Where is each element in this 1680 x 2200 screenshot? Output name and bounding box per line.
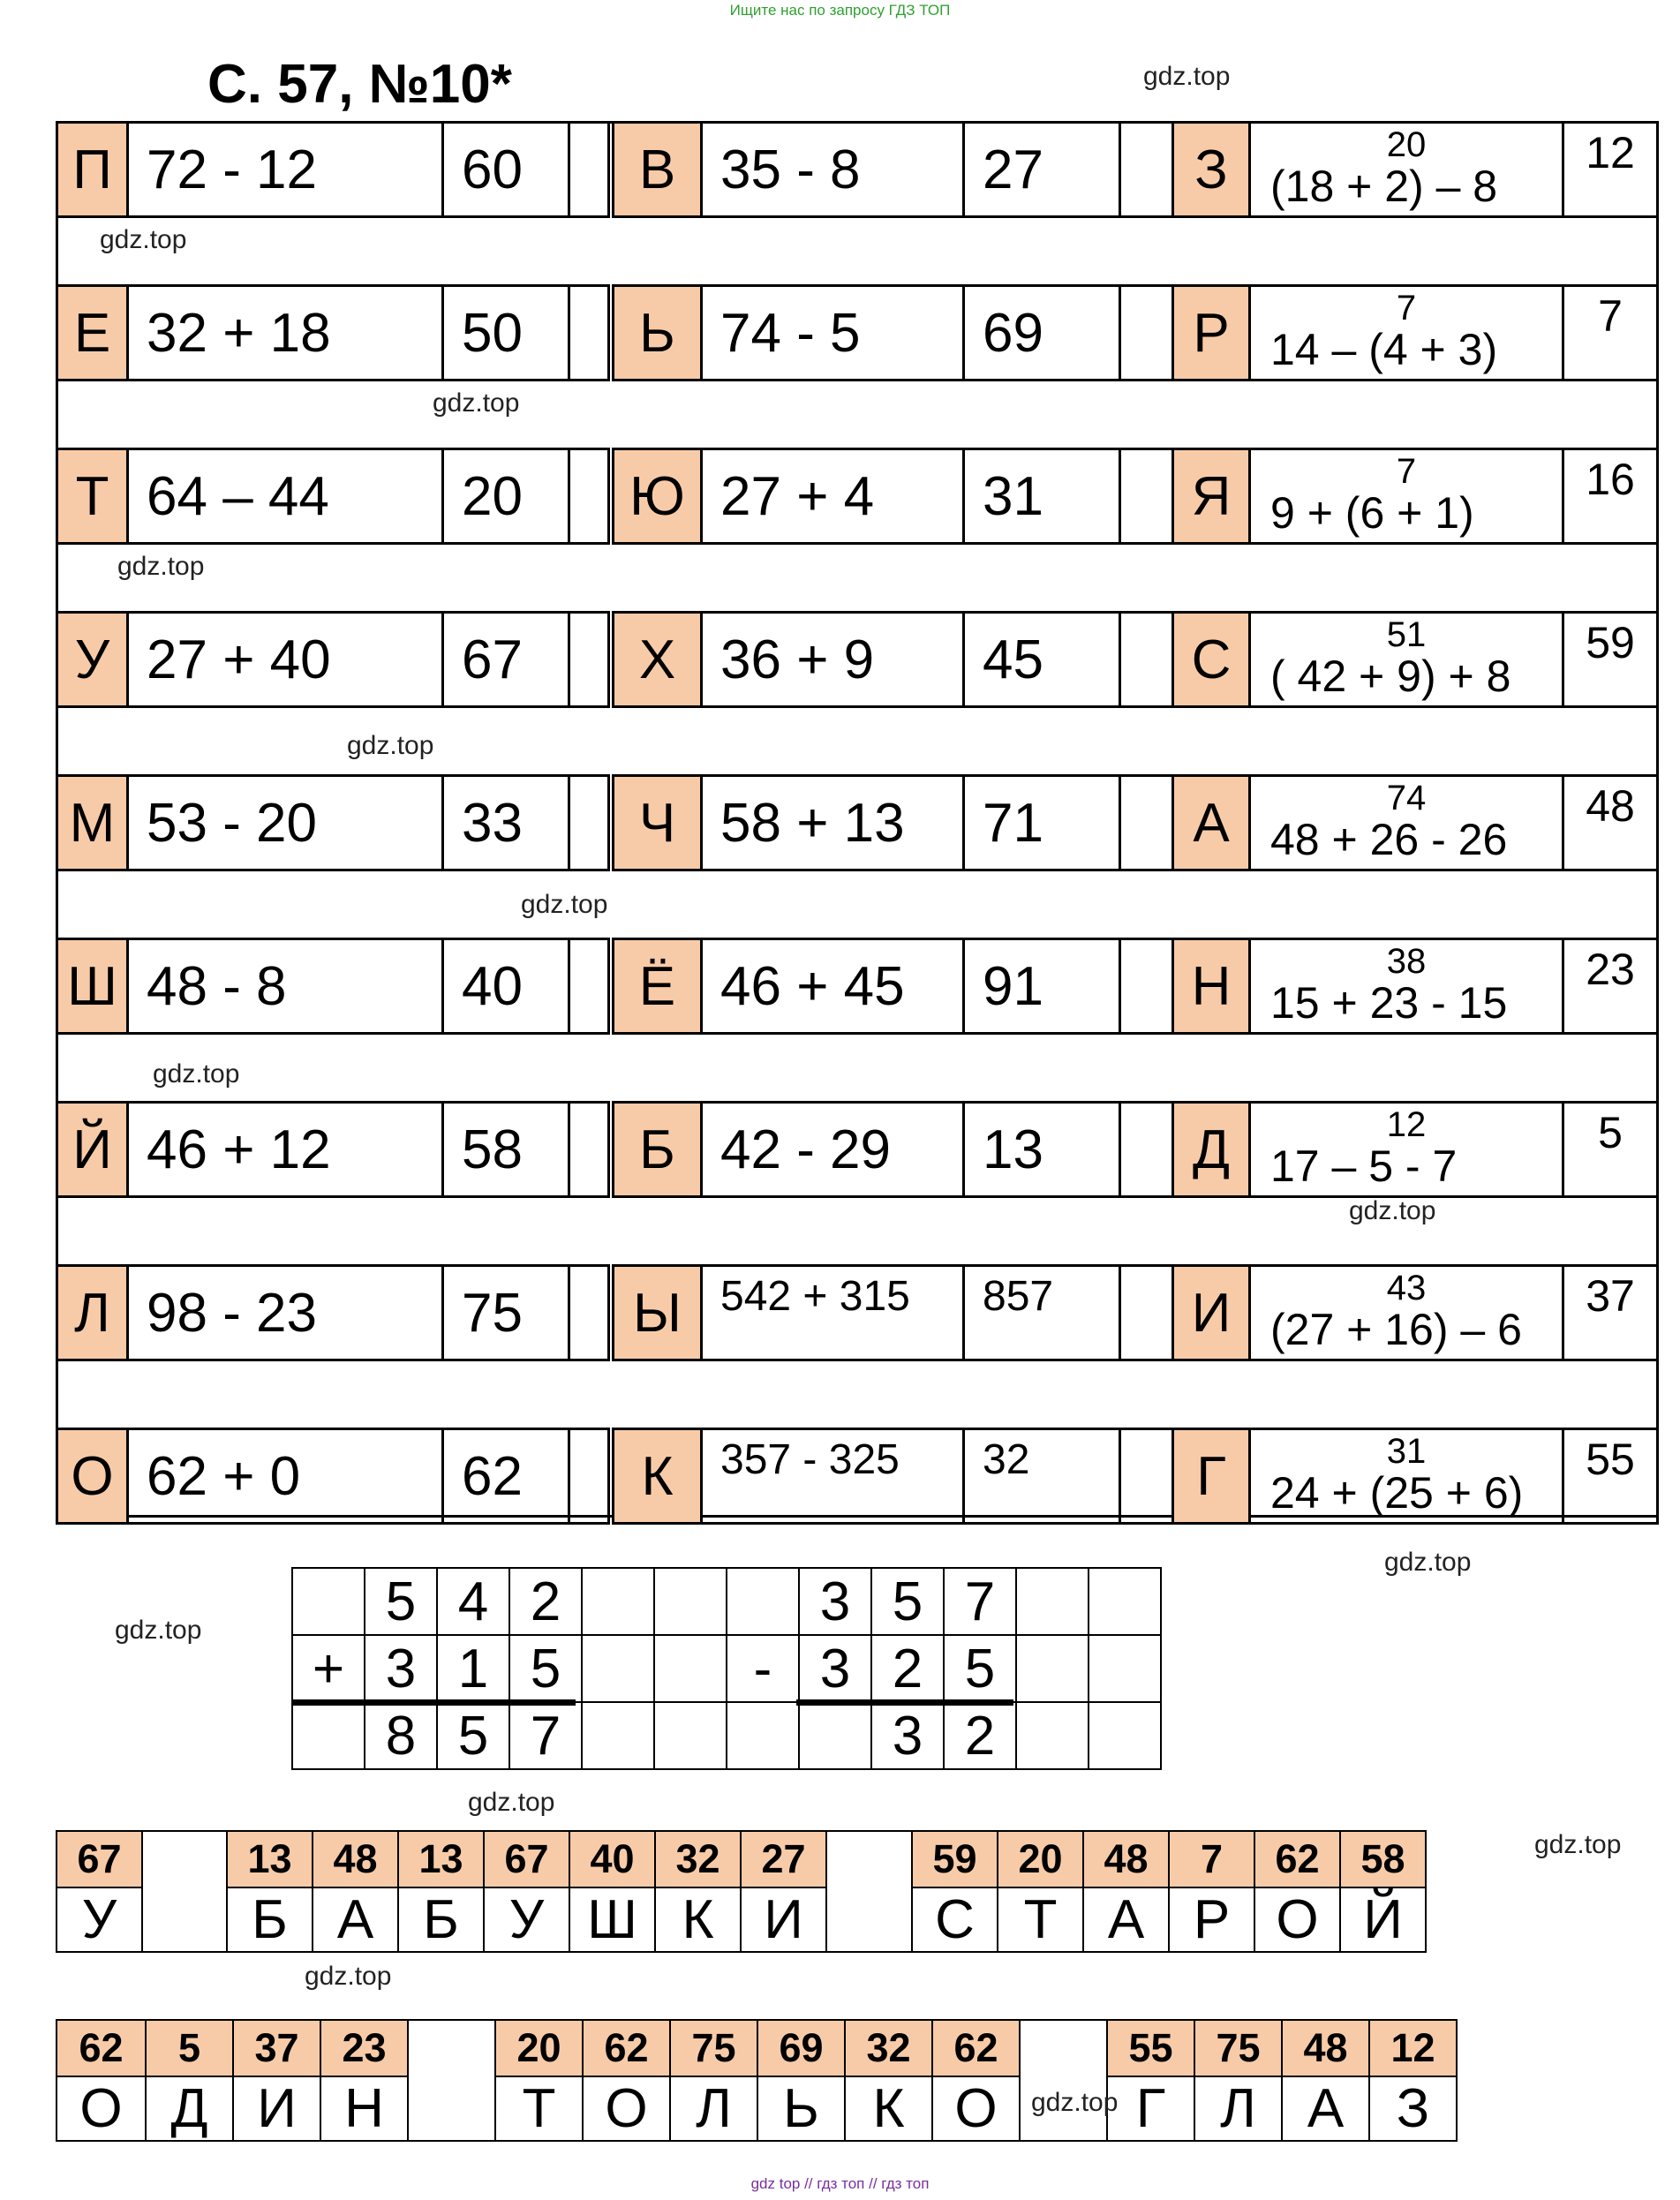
- empty-cell: [1119, 284, 1174, 381]
- answer-number-cell: [141, 1830, 228, 1953]
- watermark: gdz.top: [1534, 1830, 1622, 1859]
- expression-text: 24 + (25 + 6): [1270, 1468, 1524, 1518]
- calc-grid-cell: 5: [509, 1634, 583, 1703]
- watermark: gdz.top: [433, 388, 520, 418]
- empty-cell: [1119, 121, 1174, 218]
- answer-letter-cell: Т: [494, 2076, 584, 2142]
- answer-letter-cell: И: [740, 1887, 827, 1953]
- answer-letter-cell: Д: [145, 2076, 234, 2142]
- expression-cell: 27 + 4: [700, 448, 965, 545]
- sum-underline: [291, 1699, 576, 1706]
- compound-expression-cell: [1248, 448, 1564, 545]
- site-footer: gdz top // гдз топ // гдз топ: [750, 2175, 930, 2192]
- answer-letter-cell: С: [911, 1887, 998, 1953]
- answer-number-cell: 67: [56, 1830, 143, 1888]
- answer-letter-cell: Л: [669, 2076, 758, 2142]
- watermark: gdz.top: [305, 1962, 392, 1991]
- answer-number-cell: [407, 2019, 496, 2142]
- expression-cell: 58 + 13: [700, 774, 965, 871]
- result-cell: 33: [441, 774, 570, 871]
- answer-number-cell: 69: [757, 2019, 846, 2077]
- page-title: С. 57, №10*: [207, 54, 512, 115]
- answer-number-cell: 62: [582, 2019, 671, 2077]
- calc-grid-cell: 5: [436, 1701, 510, 1770]
- calc-grid-cell: +: [291, 1634, 365, 1703]
- intermediate-value: 74: [1386, 779, 1427, 817]
- empty-cell: [568, 1101, 610, 1198]
- answer-letter-cell: Б: [397, 1887, 485, 1953]
- answer-letter-cell: И: [232, 2076, 321, 2142]
- expression-cell: 357 - 325: [700, 1428, 965, 1525]
- answer-letter-cell: Р: [1168, 1887, 1255, 1953]
- answer-letter-cell: О: [1254, 1887, 1341, 1953]
- letter-cell: Я: [1171, 448, 1251, 545]
- compound-expression-cell: [1248, 1428, 1564, 1525]
- watermark: gdz.top: [153, 1059, 240, 1089]
- result-cell: 58: [441, 1101, 570, 1198]
- answer-letter-cell: Н: [320, 2076, 409, 2142]
- calc-grid-cell: 3: [364, 1634, 438, 1703]
- letter-cell: О: [56, 1428, 129, 1525]
- letter-cell: З: [1171, 121, 1251, 218]
- calc-grid-cell: 3: [798, 1634, 872, 1703]
- expression-cell: 48 - 8: [126, 938, 444, 1035]
- answer-letter-cell: Л: [1194, 2076, 1283, 2142]
- empty-cell: [568, 774, 610, 871]
- empty-cell: [1119, 1101, 1174, 1198]
- letter-cell: Т: [56, 448, 129, 545]
- empty-cell: [568, 611, 610, 708]
- intermediate-value: 43: [1386, 1269, 1427, 1307]
- watermark: gdz.top: [347, 731, 434, 760]
- letter-cell: Р: [1171, 284, 1251, 381]
- empty-cell: [568, 1428, 610, 1525]
- result-cell: 40: [441, 938, 570, 1035]
- answer-letter-cell: Ь: [757, 2076, 846, 2142]
- result-cell: 20: [441, 448, 570, 545]
- watermark: gdz.top: [1143, 62, 1231, 91]
- expression-text: 14 – (4 + 3): [1270, 325, 1498, 374]
- letter-cell: Ё: [612, 938, 703, 1035]
- watermark: gdz.top: [1349, 1196, 1436, 1225]
- result-cell: 71: [962, 774, 1121, 871]
- expression-text: 17 – 5 - 7: [1270, 1141, 1458, 1191]
- answer-number-cell: 40: [569, 1830, 656, 1888]
- letter-cell: Ш: [56, 938, 129, 1035]
- answer-letter-cell: О: [582, 2076, 671, 2142]
- letter-cell: Ч: [612, 774, 703, 871]
- result-cell: 5: [1562, 1101, 1659, 1198]
- calc-grid-cell: [726, 1567, 800, 1636]
- answer-number-cell: 62: [56, 2019, 147, 2077]
- compound-expression-cell: [1248, 1264, 1564, 1361]
- letter-cell: Г: [1171, 1428, 1251, 1525]
- expression-cell: 42 - 29: [700, 1101, 965, 1198]
- empty-cell: [568, 121, 610, 218]
- calc-grid-cell: [291, 1701, 365, 1770]
- result-cell: 12: [1562, 121, 1659, 218]
- calc-grid-cell: [1088, 1634, 1162, 1703]
- calc-grid-cell: 2: [870, 1634, 945, 1703]
- expression-cell: 64 – 44: [126, 448, 444, 545]
- answer-number-cell: 20: [494, 2019, 584, 2077]
- answer-letter-cell: А: [312, 1887, 399, 1953]
- letter-cell: А: [1171, 774, 1251, 871]
- calc-grid-cell: 3: [870, 1701, 945, 1770]
- result-cell: 69: [962, 284, 1121, 381]
- answer-number-cell: 5: [145, 2019, 234, 2077]
- answer-number-cell: 55: [1106, 2019, 1195, 2077]
- answer-letter-cell: Т: [997, 1887, 1084, 1953]
- empty-cell: [1119, 938, 1174, 1035]
- result-cell: 27: [962, 121, 1121, 218]
- answer-number-cell: 75: [669, 2019, 758, 2077]
- answer-number-cell: 48: [1281, 2019, 1370, 2077]
- watermark: gdz.top: [1384, 1548, 1472, 1577]
- intermediate-value: 20: [1386, 125, 1427, 164]
- letter-cell: В: [612, 121, 703, 218]
- letter-cell: У: [56, 611, 129, 708]
- calc-grid-cell: [291, 1567, 365, 1636]
- answer-letter-cell: Б: [226, 1887, 313, 1953]
- answer-letter-cell: О: [931, 2076, 1021, 2142]
- result-cell: 50: [441, 284, 570, 381]
- calc-grid-cell: [1015, 1701, 1089, 1770]
- calc-grid-cell: [581, 1701, 655, 1770]
- letter-cell: Ю: [612, 448, 703, 545]
- letter-cell: П: [56, 121, 129, 218]
- compound-expression-cell: [1248, 611, 1564, 708]
- letter-cell: Й: [56, 1101, 129, 1198]
- answer-number-cell: 75: [1194, 2019, 1283, 2077]
- answer-number-cell: 32: [654, 1830, 742, 1888]
- letter-cell: Н: [1171, 938, 1251, 1035]
- expression-cell: 36 + 9: [700, 611, 965, 708]
- empty-cell: [1119, 774, 1174, 871]
- watermark: gdz.top: [521, 890, 608, 919]
- calc-grid-cell: [653, 1634, 727, 1703]
- watermark: gdz.top: [115, 1616, 202, 1645]
- result-cell: 23: [1562, 938, 1659, 1035]
- site-header: Ищите нас по запросу ГДЗ ТОП: [729, 2, 951, 19]
- letter-cell: М: [56, 774, 129, 871]
- letter-cell: Х: [612, 611, 703, 708]
- letter-cell: К: [612, 1428, 703, 1525]
- compound-expression-cell: [1248, 1101, 1564, 1198]
- calc-grid-cell: 8: [364, 1701, 438, 1770]
- calc-grid-cell: [581, 1634, 655, 1703]
- calc-grid-cell: -: [726, 1634, 800, 1703]
- intermediate-value: 7: [1396, 452, 1417, 491]
- empty-cell: [568, 1264, 610, 1361]
- watermark: gdz.top: [468, 1788, 555, 1817]
- calc-grid-cell: 2: [509, 1567, 583, 1636]
- answer-letter-cell: Й: [1339, 1887, 1427, 1953]
- empty-cell: [1119, 448, 1174, 545]
- watermark: gdz.top: [1031, 2088, 1119, 2117]
- calc-grid-cell: [1015, 1567, 1089, 1636]
- answer-number-cell: 67: [483, 1830, 570, 1888]
- letter-cell: С: [1171, 611, 1251, 708]
- answer-letter-cell: У: [56, 1887, 143, 1953]
- result-cell: 60: [441, 121, 570, 218]
- calc-grid-cell: 3: [798, 1567, 872, 1636]
- expression-text: (18 + 2) – 8: [1270, 162, 1498, 211]
- expression-cell: 98 - 23: [126, 1264, 444, 1361]
- result-cell: 37: [1562, 1264, 1659, 1361]
- result-cell: 62: [441, 1428, 570, 1525]
- answer-number-cell: 32: [844, 2019, 933, 2077]
- calc-grid-cell: [653, 1567, 727, 1636]
- empty-cell: [1119, 1428, 1174, 1525]
- result-cell: 67: [441, 611, 570, 708]
- letter-cell: Д: [1171, 1101, 1251, 1198]
- empty-cell: [568, 938, 610, 1035]
- answer-number-cell: 37: [232, 2019, 321, 2077]
- answer-number-cell: [825, 1830, 913, 1953]
- compound-expression-cell: [1248, 284, 1564, 381]
- letter-cell: Л: [56, 1264, 129, 1361]
- answer-letter-cell: К: [654, 1887, 742, 1953]
- watermark: gdz.top: [117, 552, 205, 581]
- calc-grid-cell: [1088, 1567, 1162, 1636]
- answer-number-cell: 62: [1254, 1830, 1341, 1888]
- result-cell: 857: [962, 1264, 1121, 1361]
- answer-number-cell: 27: [740, 1830, 827, 1888]
- answer-letter-cell: Г: [1106, 2076, 1195, 2142]
- answer-letter-cell: К: [844, 2076, 933, 2142]
- result-cell: 91: [962, 938, 1121, 1035]
- answer-letter-cell: А: [1281, 2076, 1370, 2142]
- expression-cell: 53 - 20: [126, 774, 444, 871]
- expression-text: 9 + (6 + 1): [1270, 488, 1474, 538]
- result-cell: 13: [962, 1101, 1121, 1198]
- empty-cell: [568, 448, 610, 545]
- empty-cell: [1119, 611, 1174, 708]
- result-cell: 31: [962, 448, 1121, 545]
- expression-cell: 62 + 0: [126, 1428, 444, 1525]
- expression-cell: 35 - 8: [700, 121, 965, 218]
- calc-grid-cell: 5: [943, 1634, 1017, 1703]
- answer-letter-cell: А: [1082, 1887, 1170, 1953]
- answer-number-cell: [1019, 2019, 1108, 2142]
- expression-cell: 46 + 12: [126, 1101, 444, 1198]
- intermediate-value: 12: [1386, 1105, 1427, 1144]
- calc-grid-cell: [1015, 1634, 1089, 1703]
- compound-expression-cell: [1248, 121, 1564, 218]
- result-cell: 32: [962, 1428, 1121, 1525]
- answer-number-cell: 7: [1168, 1830, 1255, 1888]
- answer-number-cell: 58: [1339, 1830, 1427, 1888]
- answer-number-cell: 62: [931, 2019, 1021, 2077]
- letter-cell: Ь: [612, 284, 703, 381]
- calc-grid-cell: [1088, 1701, 1162, 1770]
- calc-grid-cell: 5: [364, 1567, 438, 1636]
- expression-cell: 542 + 315: [700, 1264, 965, 1361]
- result-cell: 55: [1562, 1428, 1659, 1525]
- letter-cell: Б: [612, 1101, 703, 1198]
- answer-letter-cell: З: [1368, 2076, 1458, 2142]
- expression-cell: 27 + 40: [126, 611, 444, 708]
- answer-number-cell: 13: [226, 1830, 313, 1888]
- expression-cell: 74 - 5: [700, 284, 965, 381]
- answer-number-cell: 48: [312, 1830, 399, 1888]
- calc-grid-cell: [798, 1701, 872, 1770]
- letter-cell: Ы: [612, 1264, 703, 1361]
- letter-cell: Е: [56, 284, 129, 381]
- answer-number-cell: 12: [1368, 2019, 1458, 2077]
- intermediate-value: 31: [1386, 1432, 1427, 1471]
- calc-grid-cell: 5: [870, 1567, 945, 1636]
- expression-text: ( 42 + 9) + 8: [1270, 652, 1511, 701]
- letter-cell: И: [1171, 1264, 1251, 1361]
- calc-grid-cell: [726, 1701, 800, 1770]
- empty-cell: [568, 284, 610, 381]
- calc-grid-cell: 7: [509, 1701, 583, 1770]
- intermediate-value: 7: [1396, 289, 1417, 328]
- answer-number-cell: 59: [911, 1830, 998, 1888]
- expression-text: 48 + 26 - 26: [1270, 815, 1508, 864]
- intermediate-value: 51: [1386, 615, 1427, 654]
- intermediate-value: 38: [1386, 942, 1427, 981]
- result-cell: 48: [1562, 774, 1659, 871]
- answer-letter-cell: У: [483, 1887, 570, 1953]
- calc-grid-cell: 7: [943, 1567, 1017, 1636]
- answer-number-cell: 48: [1082, 1830, 1170, 1888]
- answer-number-cell: 20: [997, 1830, 1084, 1888]
- result-cell: 75: [441, 1264, 570, 1361]
- answer-letter-cell: О: [56, 2076, 147, 2142]
- calc-grid-cell: 1: [436, 1634, 510, 1703]
- expression-text: (27 + 16) – 6: [1270, 1305, 1522, 1354]
- watermark: gdz.top: [100, 225, 187, 254]
- result-cell: 7: [1562, 284, 1659, 381]
- answer-letter-cell: Ш: [569, 1887, 656, 1953]
- sum-underline: [796, 1699, 1013, 1706]
- expression-cell: 32 + 18: [126, 284, 444, 381]
- expression-cell: 46 + 45: [700, 938, 965, 1035]
- result-cell: 45: [962, 611, 1121, 708]
- calc-grid-cell: 2: [943, 1701, 1017, 1770]
- result-cell: 16: [1562, 448, 1659, 545]
- expression-text: 15 + 23 - 15: [1270, 978, 1508, 1028]
- compound-expression-cell: [1248, 938, 1564, 1035]
- compound-expression-cell: [1248, 774, 1564, 871]
- calc-grid-cell: [653, 1701, 727, 1770]
- empty-cell: [1119, 1264, 1174, 1361]
- answer-number-cell: 13: [397, 1830, 485, 1888]
- calc-grid-cell: [581, 1567, 655, 1636]
- calc-grid-cell: 4: [436, 1567, 510, 1636]
- result-cell: 59: [1562, 611, 1659, 708]
- expression-cell: 72 - 12: [126, 121, 444, 218]
- answer-number-cell: 23: [320, 2019, 409, 2077]
